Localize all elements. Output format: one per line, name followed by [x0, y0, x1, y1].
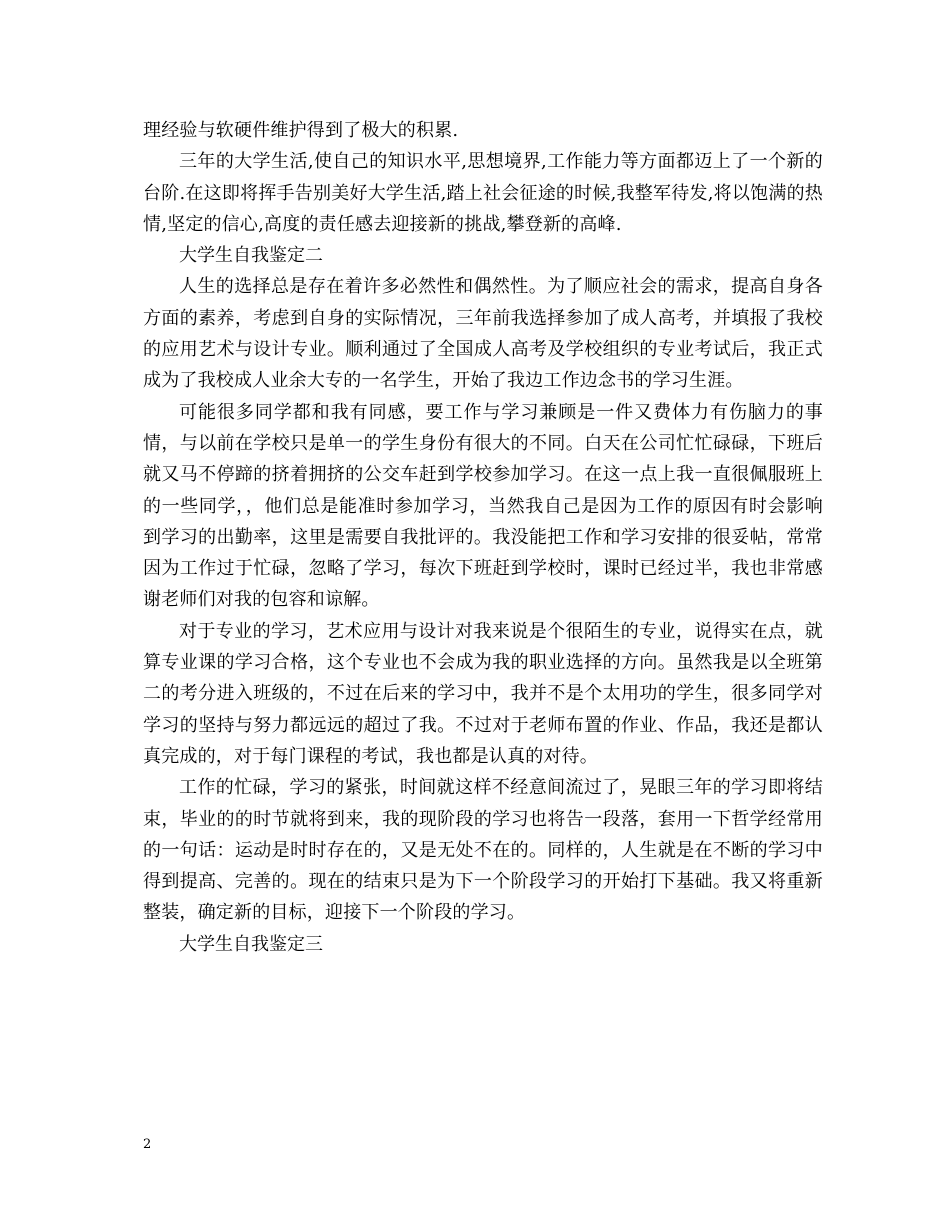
page-number: 2 — [143, 1137, 152, 1152]
paragraph-major-study: 对于专业的学习，艺术应用与设计对我来说是个很陌生的专业，说得实在点，就算专业课的学习合格，这个专业也不会成为我的职业选择的方向。虽然我是以全班第二的考分进入班级的，不过在后来的学习中，我并不是个太用功的学生，很多同学对学习的坚持与努力都远远的超过了我。不过对于老师布置的作业、作品，我还是都认真完成的，对于每门课程的考试，我也都是认真的对待。 — [143, 620, 823, 767]
section-heading-three: 大学生自我鉴定三 — [179, 933, 323, 955]
section-heading-two: 大学生自我鉴定二 — [179, 245, 323, 267]
document-body — [143, 115, 823, 960]
paragraph-life-choice: 人生的选择总是存在着许多必然性和偶然性。为了顺应社会的需求，提高自身各方面的素养，考虑到自身的实际情况，三年前我选择参加了成人高考，并填报了我校的应用艺术与设计专业。顺利通过了全国成人高考及学校组织的专业考试后，我正式成为了我校成人业余大专的一名学生，开始了我边工作边念书的学习生涯。 — [143, 276, 823, 392]
paragraph-graduation: 工作的忙碌，学习的紧张，时间就这样不经意间流过了，晃眼三年的学习即将结束，毕业的的时节就将到来，我的现阶段的学习也将告一段落，套用一下哲学经常用的一句话：运动是时时存在的，又是无处不在的。同样的，人生就是在不断的学习中得到提高、完善的。现在的结束只是为下一个阶段学习的开始打下基础。我又将重新整装，确定新的目标，迎接下一个阶段的学习。 — [143, 777, 823, 924]
paragraph-university-summary: 三年的大学生活,使自己的知识水平,思想境界,工作能力等方面都迈上了一个新的台阶.在这即将挥手告别美好大学生活,踏上社会征途的时候,我整军待发,将以饱满的热情,坚定的信心,高度的责任感去迎接新的挑战,攀登新的高峰. — [143, 151, 823, 235]
paragraph-work-and-study: 可能很多同学都和我有同感，要工作与学习兼顾是一件又费体力有伤脑力的事情，与以前在学校只是单一的学生身份有很大的不同。白天在公司忙忙碌碌，下班后就又马不停蹄的挤着拥挤的公交车赶到学校参加学习。在这一点上我一直很佩服班上的一些同学，，他们总是能准时参加学习，当然我自己是因为工作的原因有时会影响到学习的出勤率，这里是需要自我批评的。我没能把工作和学习安排的很妥帖，常常因为工作过于忙碌，忽略了学习，每次下班赶到学校时，课时已经过半，我也非常感谢老师们对我的包容和谅解。 — [143, 401, 823, 611]
paragraph-continuation: 理经验与软硬件维护得到了极大的积累. — [143, 120, 459, 141]
